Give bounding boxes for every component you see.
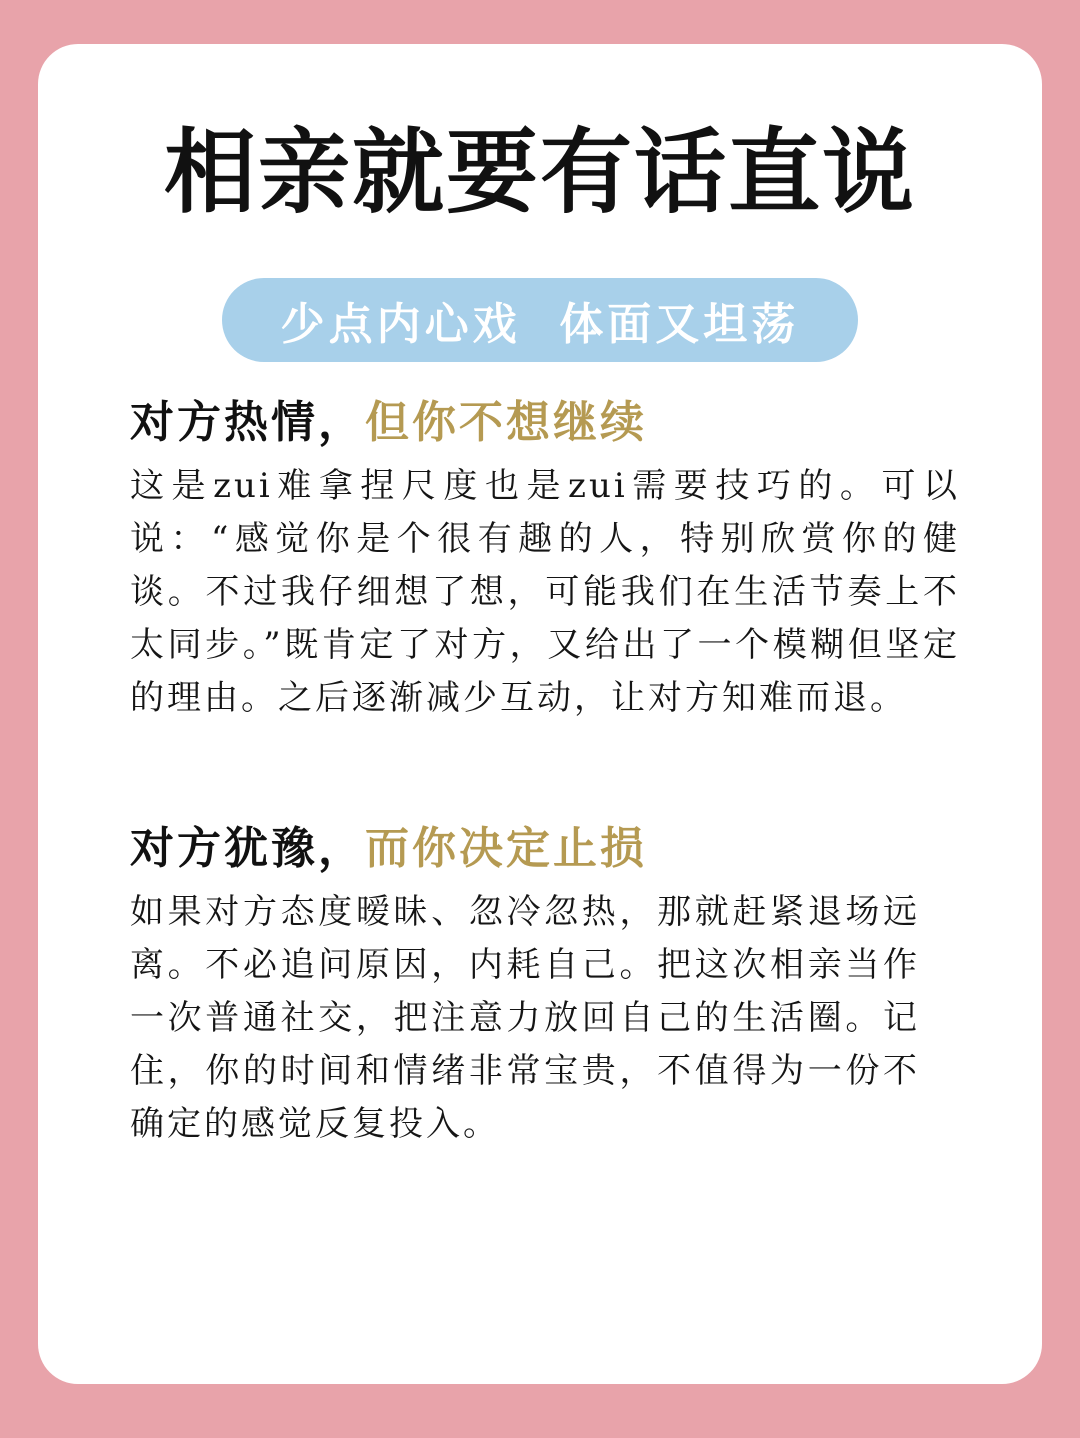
section-heading-lead: 对方犹豫， — [130, 823, 365, 874]
page-title: 相亲就要有话直说 — [163, 119, 916, 226]
section-heading — [130, 392, 960, 454]
section-enthusiastic — [130, 392, 960, 725]
section-hesitant — [130, 818, 960, 1151]
subtitle-pill — [222, 278, 858, 362]
section-heading — [130, 818, 960, 880]
section-body: 如果对方态度暧昧、忽冷忽热，那就赶紧退场远离。不必追问原因，内耗自己。把这次相亲当作一次普通社交，把注意力放回自己的生活圈。记住，你的时间和情绪非常宝贵，不值得为一份不确定的感觉反复投入。 — [130, 892, 920, 1144]
section-heading-accent: 但你不想继续 — [365, 397, 647, 448]
subtitle-text: 少点内心戏 体面又坦荡 — [280, 299, 800, 350]
section-heading-lead: 对方热情， — [130, 397, 365, 448]
section-body: 这是zui难拿捏尺度也是zui需要技巧的。可以说：“感觉你是个很有趣的人，特别欣赏你的健谈。不过我仔细想了想，可能我们在生活节奏上不太同步。”既肯定了对方，又给出了一个模糊但坚定的理由。之后逐渐减少互动，让对方知难而退。 — [130, 466, 960, 718]
section-heading-accent: 而你决定止损 — [365, 823, 647, 874]
